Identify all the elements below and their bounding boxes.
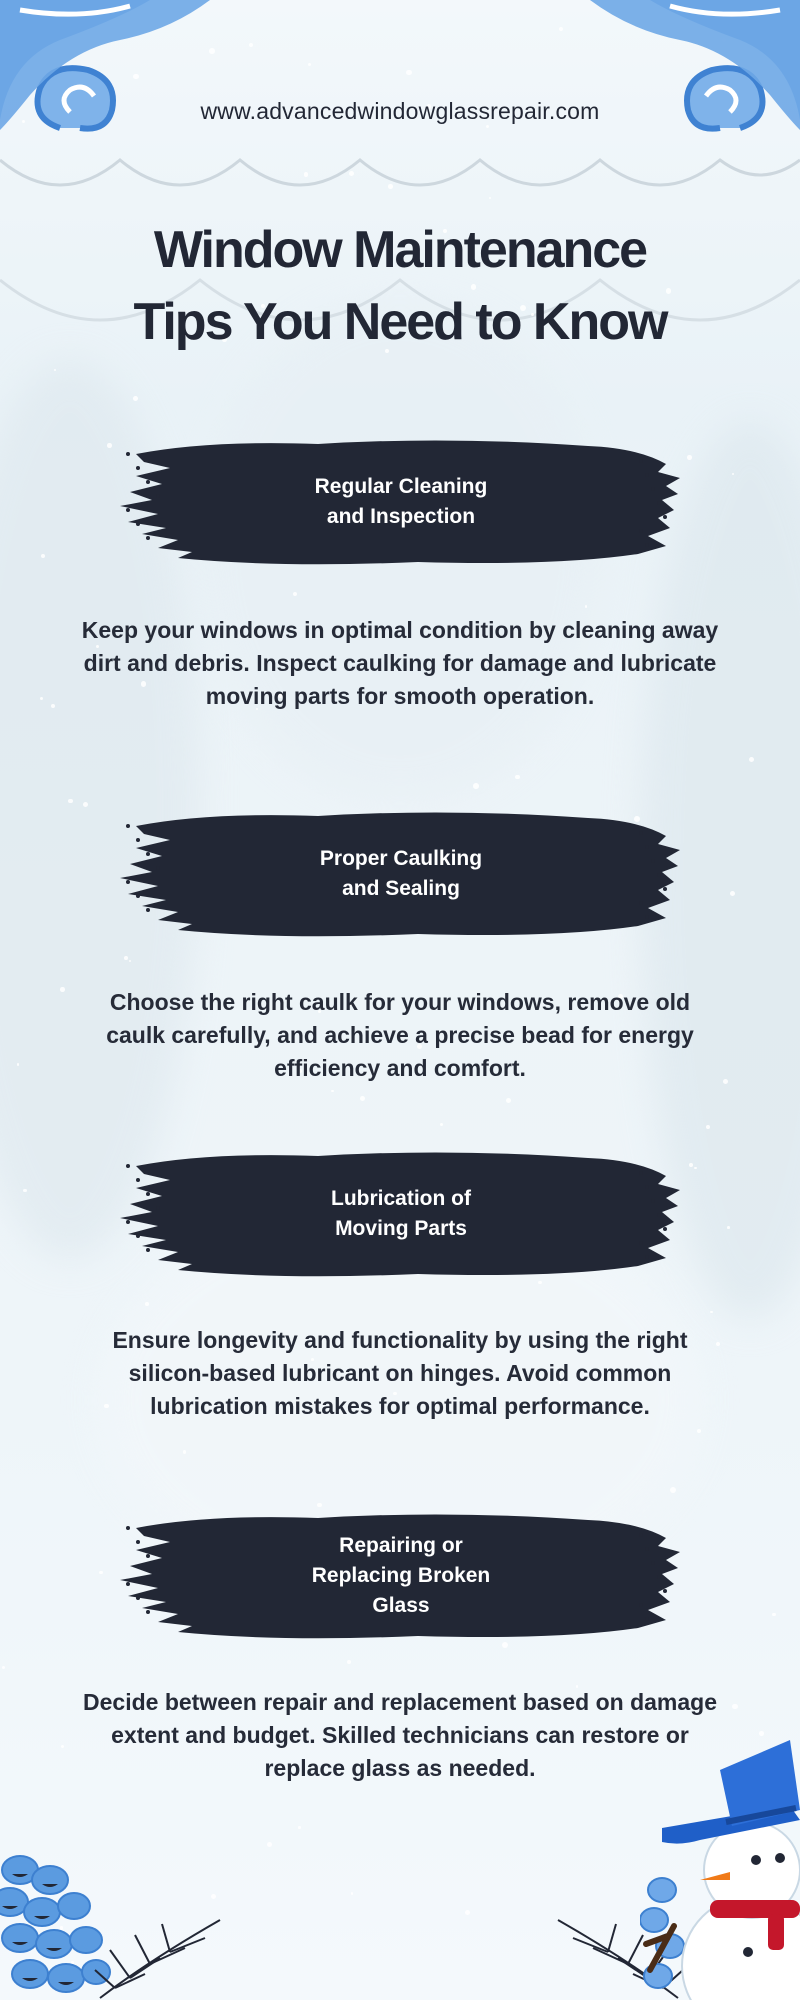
tip-heading: Proper Caulking and Sealing	[319, 847, 483, 900]
snowman-icon	[640, 1730, 800, 2000]
website-url[interactable]: www.advancedwindowglassrepair.com	[200, 98, 600, 124]
tip-description: Ensure longevity and functionality by using the right silicon-based lubricant on hinges. Avoid common lubrication mistakes for optimal performance.	[112, 1327, 688, 1419]
snowflake	[68, 799, 72, 803]
snowflake	[40, 697, 43, 700]
snowflake	[124, 956, 128, 960]
snowflake	[687, 455, 692, 460]
snowflake	[304, 172, 308, 176]
snowflake	[2, 1666, 5, 1669]
tip-description: Keep your windows in optimal condition by cleaning away dirt and debris. Inspect caulking for damage and lubricate moving parts for smooth operation.	[81, 617, 719, 709]
snowflake	[41, 554, 45, 558]
snowflake	[732, 473, 734, 475]
pine-branch-icon	[90, 1910, 230, 2000]
snowflake	[689, 1163, 693, 1167]
tip-description: Decide between repair and replacement based on damage extent and budget. Skilled technicians can restore or replace glass as needed.	[83, 1689, 717, 1781]
snowflake	[727, 1226, 730, 1229]
snowflake	[17, 1063, 19, 1065]
snowflake	[515, 775, 519, 779]
snowflake	[360, 1096, 365, 1101]
tip-heading: Repairing or Replacing Broken Glass	[311, 1534, 491, 1617]
snowflake	[473, 783, 479, 789]
brush-stroke-banner	[118, 806, 684, 942]
snowflake	[347, 1660, 351, 1664]
snowflake	[133, 396, 138, 401]
snowflake	[506, 1098, 511, 1103]
snowflake	[697, 1429, 701, 1433]
page-title	[0, 214, 800, 358]
tip-heading: Regular Cleaning and Inspection	[314, 475, 488, 528]
brush-stroke-banner	[118, 1146, 684, 1282]
tip-heading: Lubrication of Moving Parts	[331, 1187, 471, 1240]
tip-description: Choose the right caulk for your windows, remove old caulk carefully, and achieve a precise bead for energy efficiency and comfort.	[106, 989, 694, 1081]
snowflake	[267, 1842, 272, 1847]
snowflake	[388, 184, 393, 189]
snowflake	[349, 171, 354, 176]
snowflake	[249, 43, 253, 47]
brush-stroke-banner	[118, 1508, 684, 1644]
snowflake	[51, 704, 55, 708]
snowflake	[99, 1571, 103, 1575]
snowflake	[107, 443, 112, 448]
snowflake	[145, 1302, 149, 1306]
snowflake	[710, 1311, 712, 1313]
snowflake	[317, 1503, 321, 1507]
title-line-2: Tips You Need to Know	[133, 293, 667, 351]
snowflake	[772, 1613, 775, 1616]
snowflake	[465, 1910, 470, 1915]
brush-stroke-banner	[118, 434, 684, 570]
snowflake	[23, 1189, 26, 1192]
title-line-1: Window Maintenance	[153, 221, 647, 279]
snowflake	[298, 1826, 301, 1829]
snowflake	[60, 987, 65, 992]
